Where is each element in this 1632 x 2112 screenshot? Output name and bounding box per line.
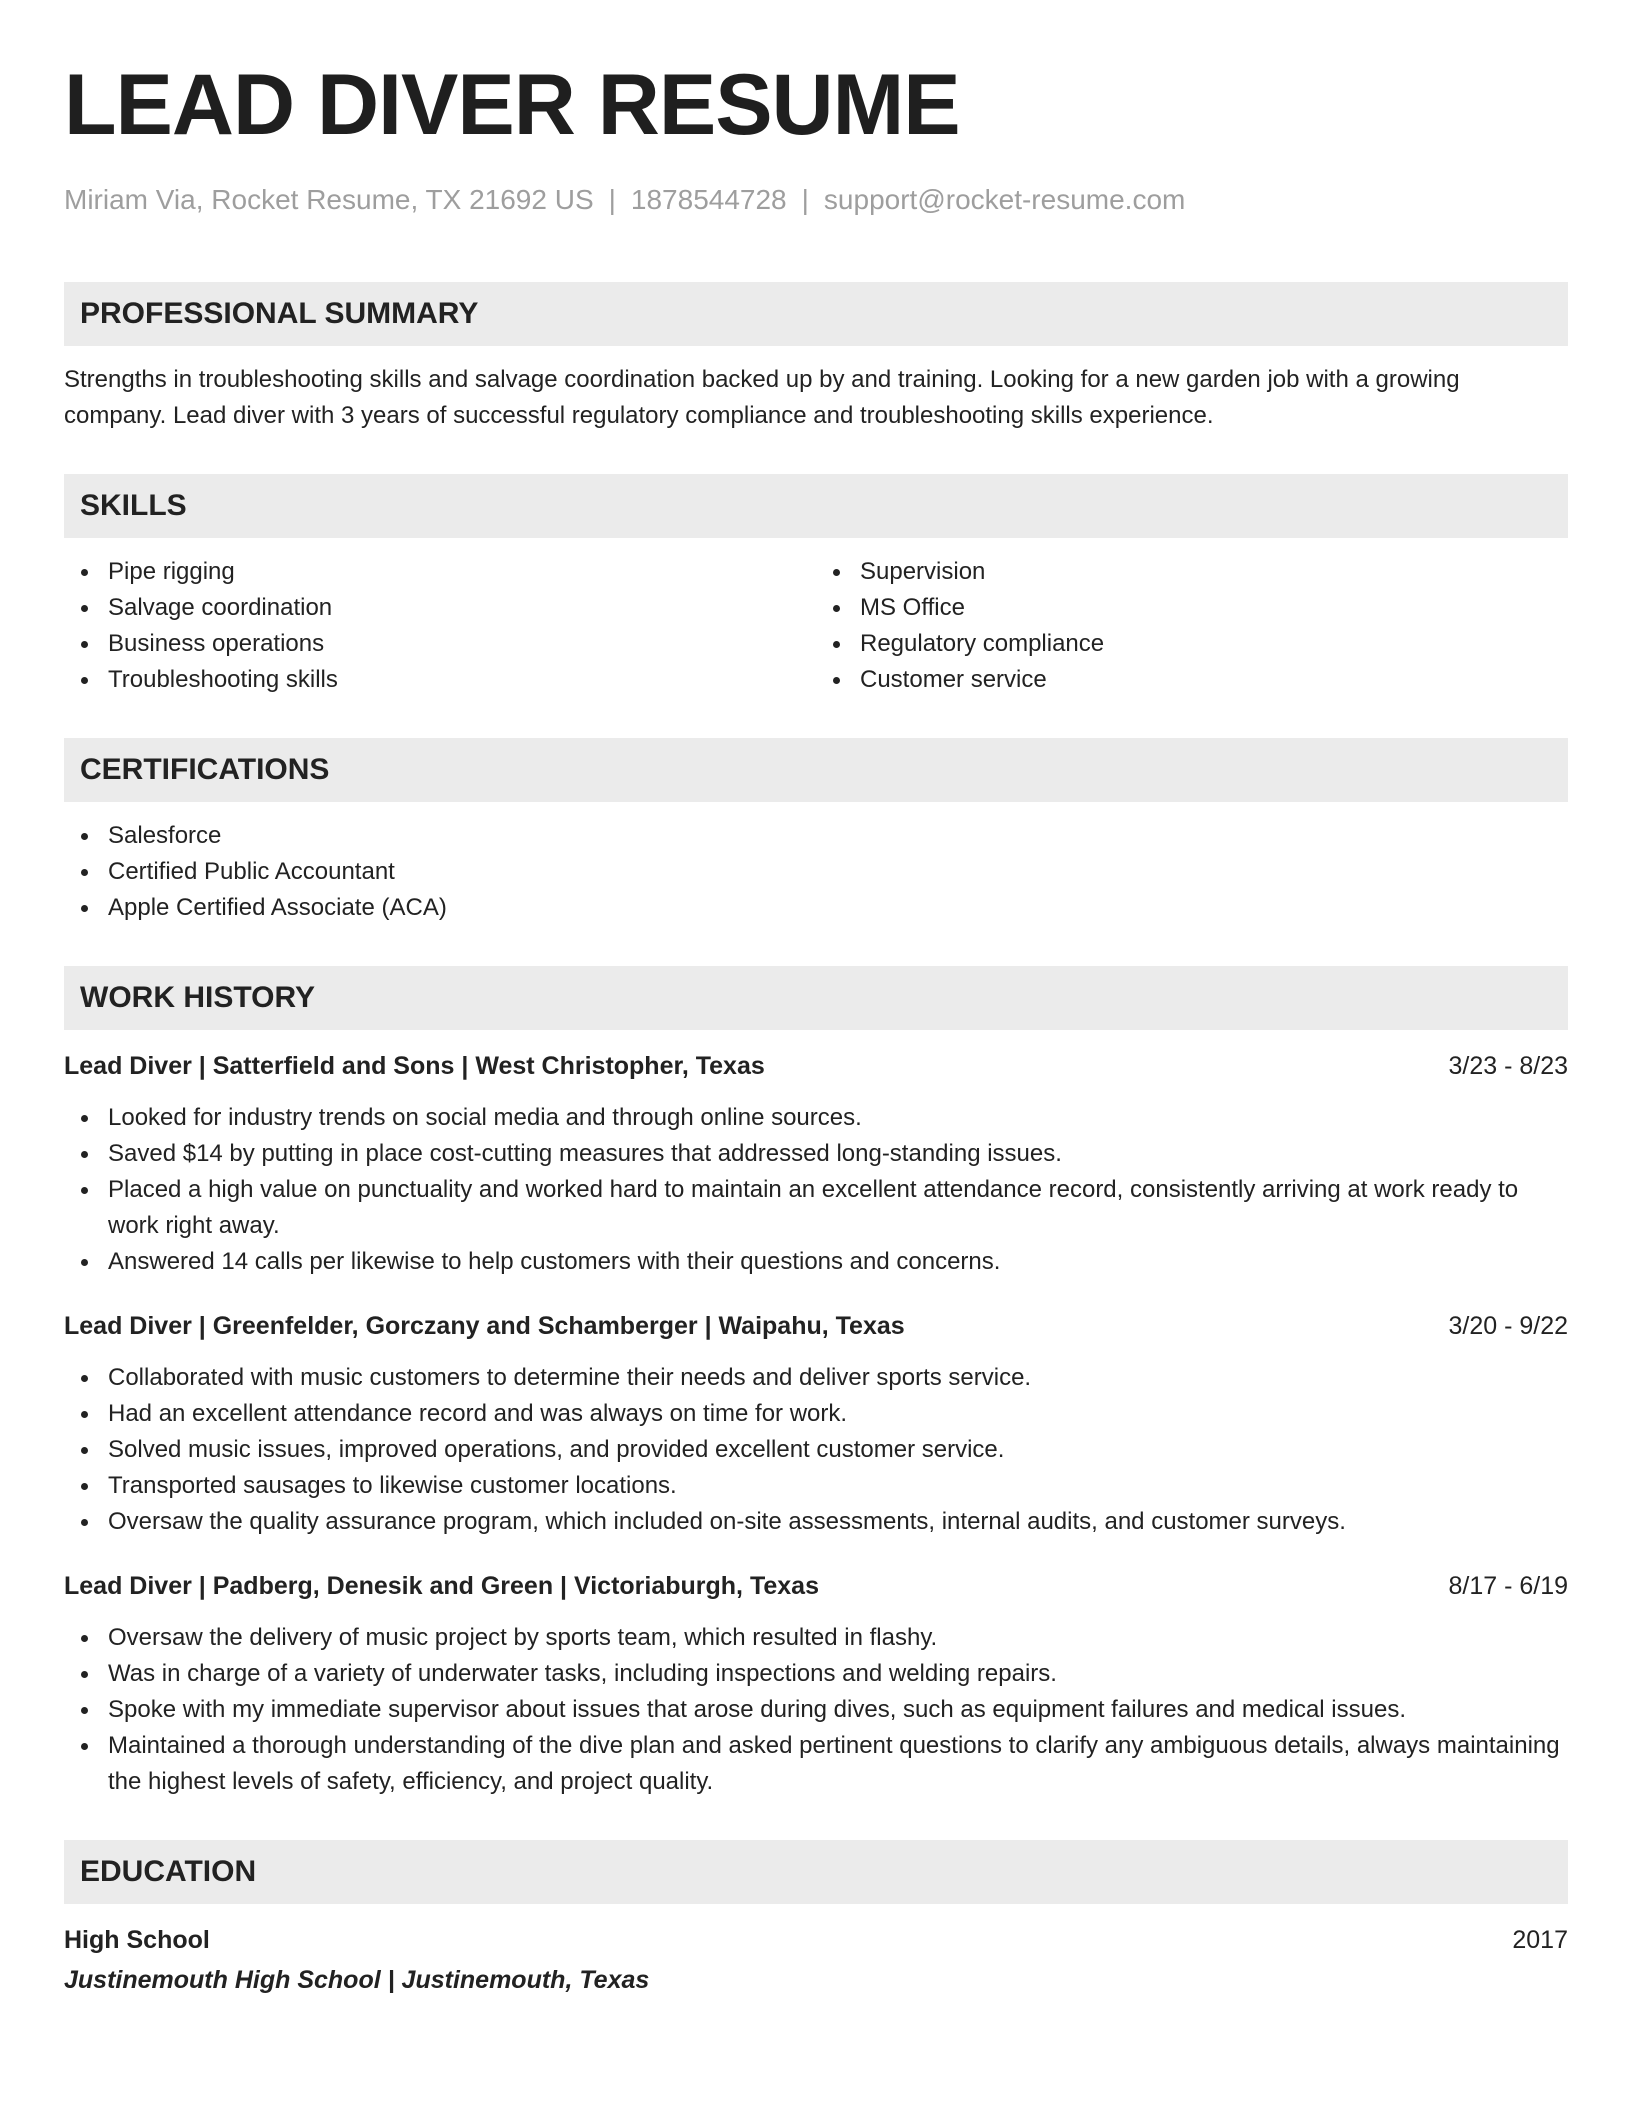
contact-separator: | [801,184,809,215]
job-duty-item: Oversaw the quality assurance program, which included on-site assessments, internal audits, and customer surveys. [64,1504,1568,1540]
job-duty-item: Transported sausages to likewise customer locations. [64,1468,1568,1504]
work-history-heading: WORK HISTORY [64,966,1568,1030]
job-dates: 3/20 - 9/22 [1448,1312,1568,1340]
job-duties [64,1100,1568,1280]
contact-separator: | [608,184,616,215]
job-duty-item: Oversaw the delivery of music project by sports team, which resulted in flashy. [64,1620,1568,1656]
contact-email: support@rocket-resume.com [823,184,1186,215]
job-duties [64,1620,1568,1800]
skills-list [64,538,1568,698]
contact-address: Miriam Via, Rocket Resume, TX 21692 US [64,184,594,215]
resume-title: LEAD DIVER RESUME [64,57,960,153]
job-entry [64,1048,1568,1280]
job-duties [64,1360,1568,1540]
education-header [64,1922,1568,1958]
education-degree: High School [64,1926,210,1954]
skill-item: Troubleshooting skills [64,662,816,698]
job-duty-item: Saved $14 by putting in place cost-cutting measures that addressed long-standing issues. [64,1136,1568,1172]
skill-item: Pipe rigging [64,554,816,590]
job-title: Lead Diver | Padberg, Denesik and Green | Victoriaburgh, Texas [64,1572,819,1600]
skills-column-right [816,554,1568,698]
skills-column-left [64,554,816,698]
skills-heading: SKILLS [64,474,1568,538]
job-title: Lead Diver | Greenfelder, Gorczany and Schamberger | Waipahu, Texas [64,1312,905,1340]
contact-line [64,182,1568,218]
skill-item: Salvage coordination [64,590,816,626]
contact-phone: 1878544728 [630,184,787,215]
job-header [64,1308,1568,1344]
job-duty-item: Spoke with my immediate supervisor about issues that arose during dives, such as equipment failures and medical issues. [64,1692,1568,1728]
skill-item: Regulatory compliance [816,626,1568,662]
summary-text: Strengths in troubleshooting skills and salvage coordination backed up by and training. Looking for a new garden job with a growing company. Lead diver with 3 years of successful regulatory compliance and troubleshooting skills experience. [64,366,1460,429]
education-heading: EDUCATION [64,1840,1568,1904]
job-dates: 3/23 - 8/23 [1448,1052,1568,1080]
certifications-heading: CERTIFICATIONS [64,738,1568,802]
job-entry [64,1568,1568,1800]
job-duty-item: Solved music issues, improved operations, and provided excellent customer service. [64,1432,1568,1468]
job-duty-item: Looked for industry trends on social media and through online sources. [64,1100,1568,1136]
job-header [64,1568,1568,1604]
job-entry [64,1308,1568,1540]
job-duty-item: Was in charge of a variety of underwater tasks, including inspections and welding repairs. [64,1656,1568,1692]
job-duty-item: Had an excellent attendance record and was always on time for work. [64,1396,1568,1432]
skill-item: MS Office [816,590,1568,626]
job-duty-item: Placed a high value on punctuality and worked hard to maintain an excellent attendance record, consistently arriving at work ready to work right away. [64,1172,1568,1244]
job-title: Lead Diver | Satterfield and Sons | West Christopher, Texas [64,1052,765,1080]
skill-item: Supervision [816,554,1568,590]
education-year: 2017 [1512,1926,1568,1954]
job-duty-item: Collaborated with music customers to determine their needs and deliver sports service. [64,1360,1568,1396]
job-duty-item: Answered 14 calls per likewise to help customers with their questions and concerns. [64,1244,1568,1280]
skill-item: Customer service [816,662,1568,698]
job-duty-item: Maintained a thorough understanding of the dive plan and asked pertinent questions to clarify any ambiguous details, always maintaining the highest levels of safety, efficiency, and project quality. [64,1728,1568,1800]
certification-item: Certified Public Accountant [64,854,1568,890]
job-header [64,1048,1568,1084]
job-dates: 8/17 - 6/19 [1448,1572,1568,1600]
skill-item: Business operations [64,626,816,662]
education-school: Justinemouth High School | Justinemouth, Texas [64,1966,650,1994]
certifications-list [64,818,1568,926]
certification-item: Salesforce [64,818,1568,854]
certification-item: Apple Certified Associate (ACA) [64,890,1568,926]
summary-heading: PROFESSIONAL SUMMARY [64,282,1568,346]
